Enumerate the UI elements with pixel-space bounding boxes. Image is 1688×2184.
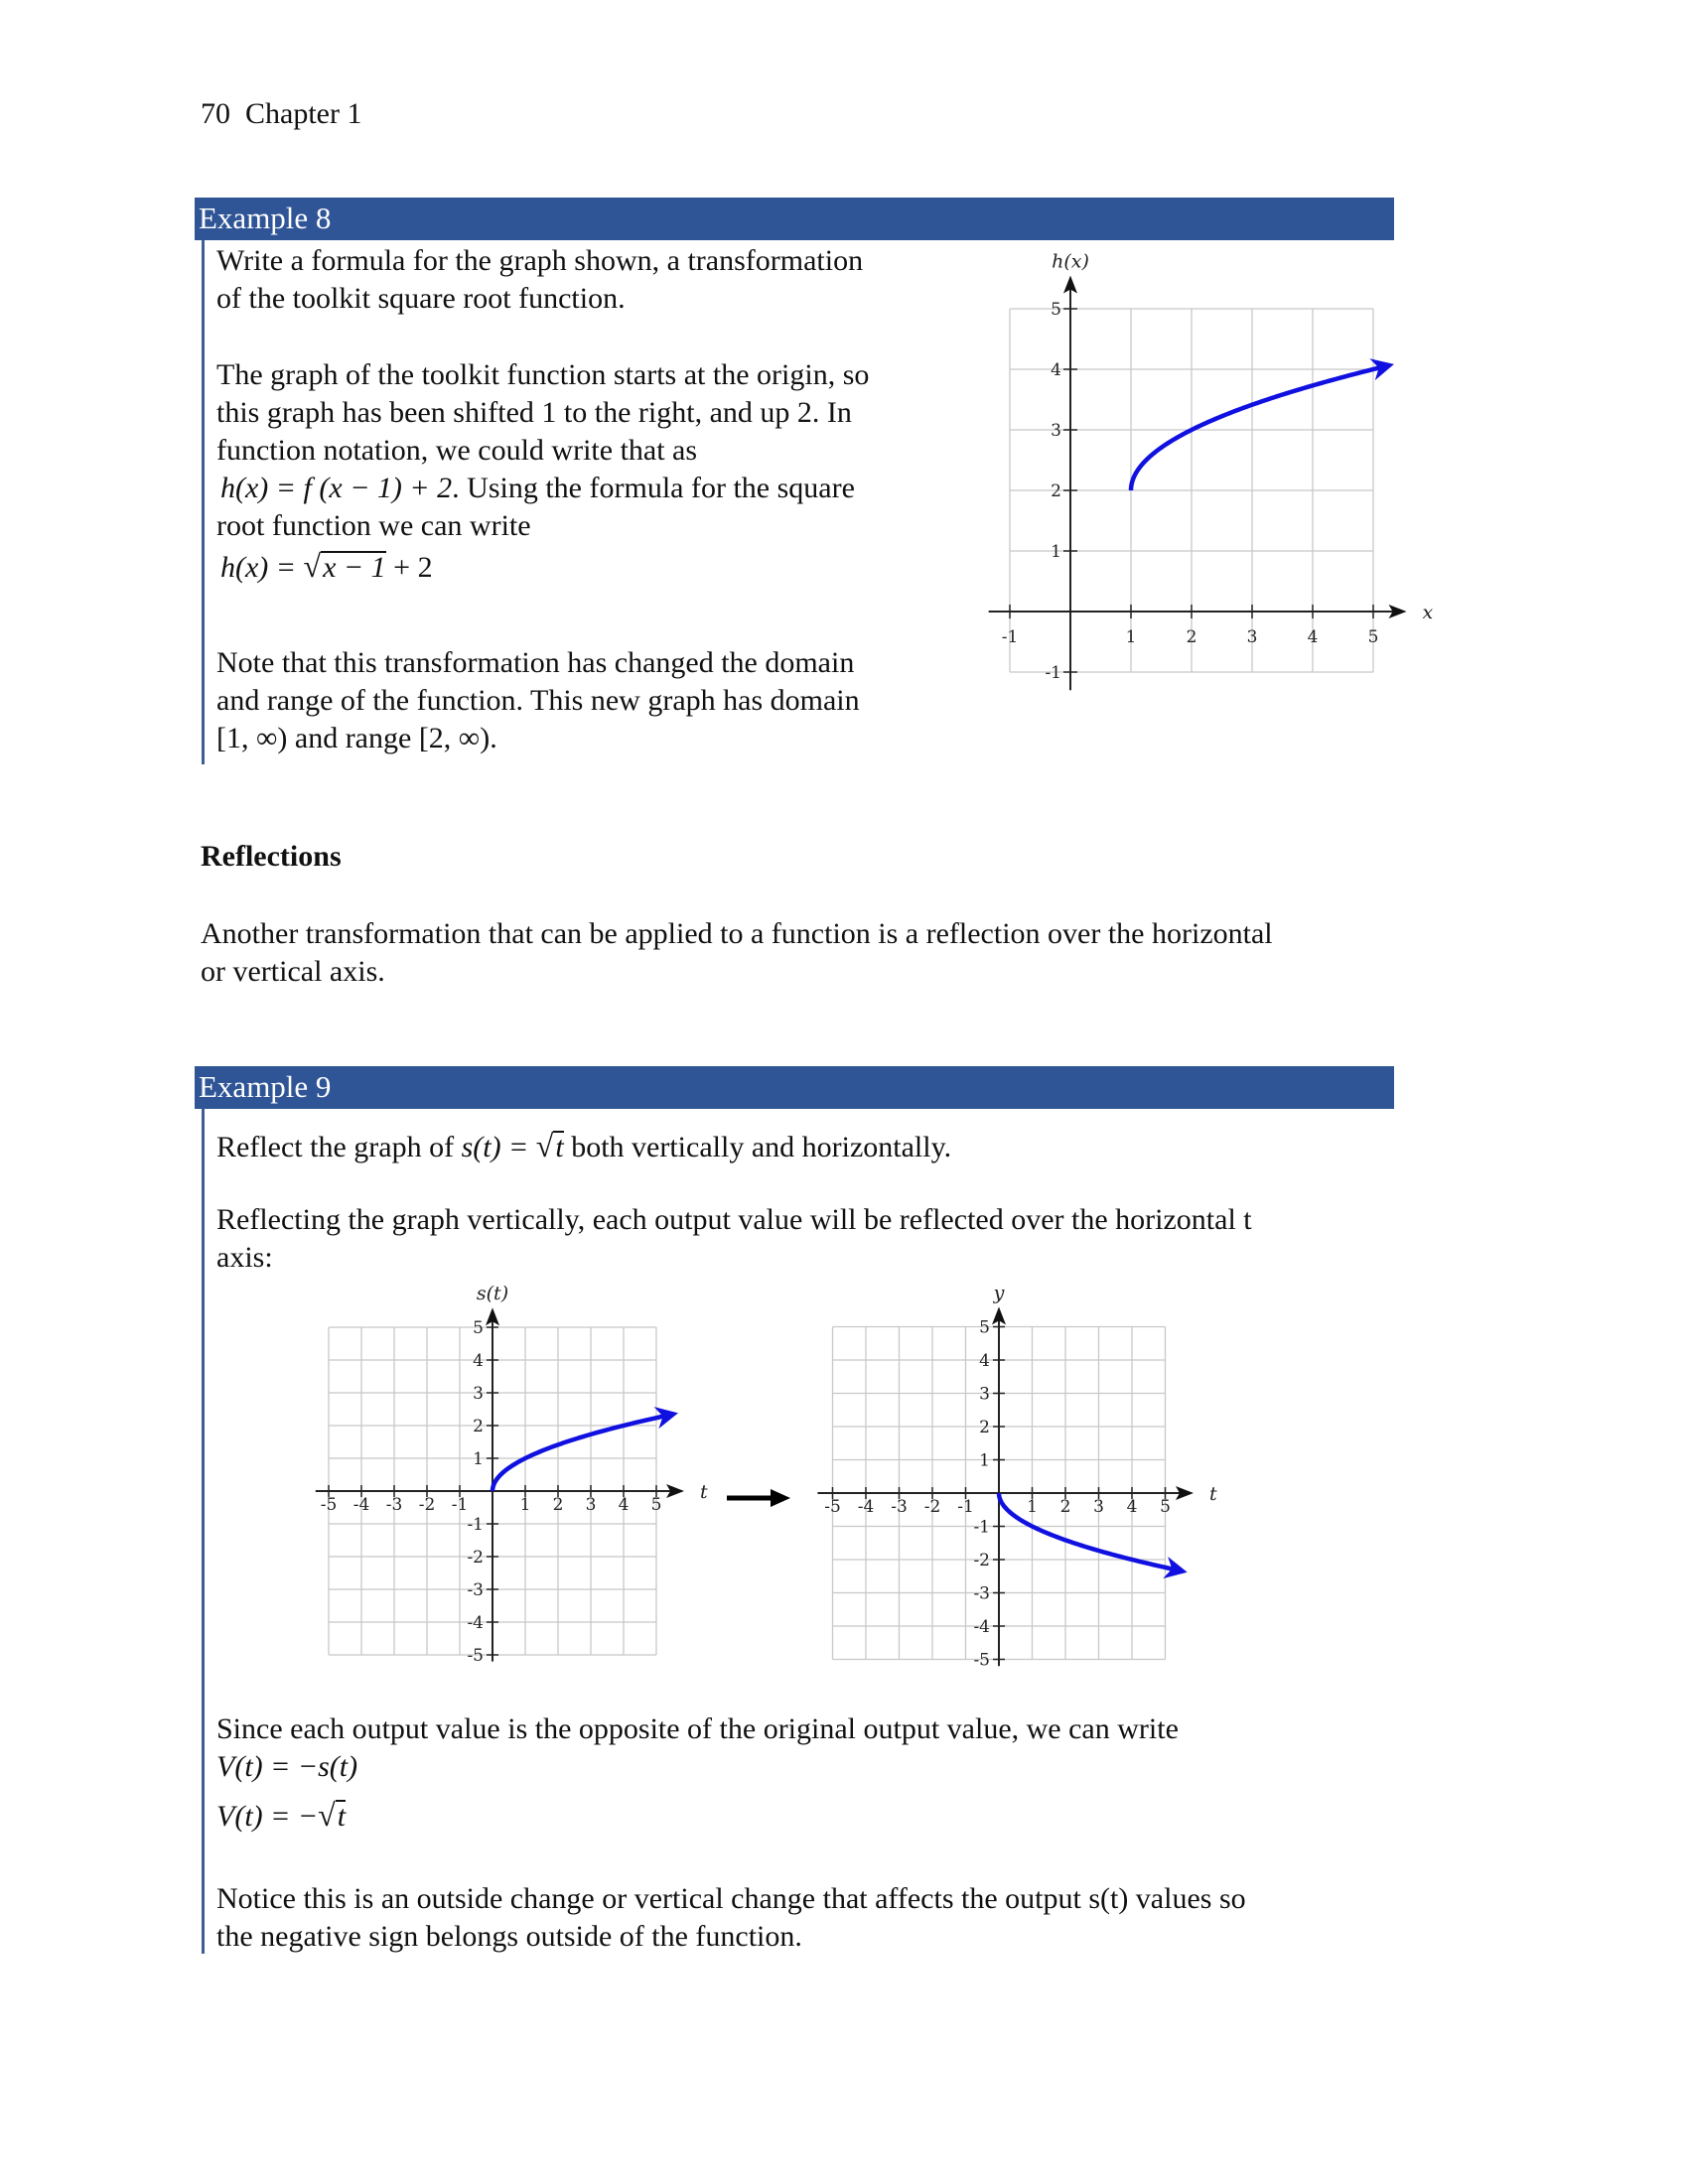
y-tick-label: 3	[979, 1384, 990, 1405]
y-tick-label: 2	[1051, 481, 1061, 501]
x-axis-label: x	[1422, 602, 1434, 623]
chapter-label: Chapter 1	[245, 97, 362, 130]
radical-sign: √	[535, 1128, 554, 1163]
y-tick-label: 1	[979, 1450, 990, 1471]
domain-interval: [1, ∞)	[216, 722, 288, 754]
prompt-text: Reflect the graph of	[216, 1131, 462, 1163]
x-tick-label: 4	[1126, 1497, 1138, 1517]
prompt-function: s(t) =	[461, 1131, 536, 1163]
section-heading: Reflections	[201, 840, 342, 873]
range-interval: [2, ∞)	[418, 722, 491, 754]
radicand: t	[337, 1800, 347, 1833]
x-tick-label: 2	[1059, 1497, 1071, 1517]
note-connector: and range	[287, 722, 419, 754]
function-curve	[492, 1415, 669, 1491]
y-tick-label: -1	[1045, 663, 1061, 683]
radicand: t	[555, 1131, 564, 1163]
equation-rhs: f (x − 1) + 2	[303, 472, 453, 504]
x-tick-label: -1	[957, 1497, 974, 1517]
x-tick-label: -1	[1001, 627, 1019, 647]
reflect-line: axis:	[216, 1241, 273, 1274]
y-tick-label: 2	[473, 1417, 484, 1436]
y-tick-label: -1	[467, 1515, 484, 1535]
paragraph-line: or vertical axis.	[201, 955, 385, 988]
v-graph	[817, 1282, 1217, 1670]
x-tick-label: 5	[650, 1495, 662, 1515]
x-tick-label: 4	[1307, 627, 1319, 647]
note-line: and range of the function. This new graph has domain	[216, 684, 860, 717]
radicand: x − 1	[323, 551, 386, 584]
h-graph	[989, 250, 1434, 690]
x-tick-label: -4	[857, 1497, 875, 1517]
x-tick-label: 3	[1246, 627, 1258, 647]
x-tick-label: -2	[418, 1495, 436, 1515]
y-tick-label: 3	[1051, 421, 1061, 441]
example-9-title: Example 9	[199, 1069, 332, 1104]
y-axis-label: y	[993, 1282, 1005, 1304]
example-8-title: Example 8	[199, 201, 332, 235]
y-tick-label: 5	[979, 1317, 990, 1338]
y-tick-label: 4	[979, 1351, 990, 1371]
y-tick-label: 5	[1051, 300, 1061, 320]
y-tick-label: -5	[467, 1646, 484, 1666]
y-tick-label: -5	[973, 1650, 990, 1671]
x-tick-label: 3	[585, 1495, 597, 1515]
equation-lhs: h(x) =	[220, 472, 304, 504]
x-tick-label: 1	[519, 1495, 531, 1515]
x-tick-label: 5	[1367, 627, 1379, 647]
y-tick-label: -2	[973, 1551, 990, 1570]
page-number: 70	[201, 97, 230, 130]
x-tick-label: -2	[923, 1497, 941, 1517]
s-graph	[316, 1283, 708, 1666]
notice-line: Notice this is an outside change or vertical change that affects the output s(t) values so	[216, 1882, 1246, 1915]
note-line: Note that this transformation has changed the domain	[216, 646, 855, 679]
explanation-line: function notation, we could write that as	[216, 434, 698, 467]
explanation-line: this graph has been shifted 1 to the right, and up 2. In	[216, 396, 852, 429]
x-tick-label: 1	[1027, 1497, 1038, 1517]
x-axis-label: t	[1208, 1483, 1217, 1505]
y-tick-label: 1	[1051, 542, 1061, 562]
y-tick-label: 5	[473, 1318, 484, 1338]
x-tick-label: -5	[320, 1495, 338, 1515]
equation-tail: . Using the formula for the square	[452, 472, 855, 504]
y-axis-label: s(t)	[476, 1283, 509, 1305]
x-tick-label: -5	[824, 1497, 841, 1517]
paragraph-line: Another transformation that can be applied to a function is a reflection over the horizontal	[201, 917, 1273, 950]
equation-text: V(t) = −s(t)	[216, 1750, 358, 1783]
y-tick-label: 1	[473, 1449, 484, 1469]
y-tick-label: -4	[467, 1613, 484, 1633]
explanation-line: root function we can write	[216, 509, 531, 542]
x-tick-label: -4	[352, 1495, 370, 1515]
y-tick-label: -3	[973, 1583, 990, 1604]
reflect-line: Reflecting the graph vertically, each output value will be reflected over the horizontal t	[216, 1203, 1252, 1236]
explanation-line: The graph of the toolkit function starts at the origin, so	[216, 358, 870, 391]
prompt-line: Write a formula for the graph shown, a transformation	[216, 244, 864, 277]
y-tick-label: 4	[473, 1351, 484, 1371]
y-tick-label: -2	[467, 1548, 484, 1568]
y-axis-label: h(x)	[1052, 250, 1089, 273]
x-tick-label: 3	[1093, 1497, 1104, 1517]
x-tick-label: -3	[891, 1497, 908, 1517]
y-tick-label: 2	[979, 1418, 990, 1437]
x-tick-label: 2	[1186, 627, 1197, 647]
x-tick-label: 4	[618, 1495, 630, 1515]
y-tick-label: 4	[1051, 360, 1061, 380]
radical-sign: √	[303, 548, 322, 584]
radical-sign: √	[318, 1797, 336, 1833]
x-tick-label: -1	[451, 1495, 469, 1515]
x-tick-label: 2	[552, 1495, 564, 1515]
prompt-text: both vertically and horizontally.	[563, 1131, 952, 1163]
equation-tail: + 2	[385, 551, 433, 584]
y-tick-label: -1	[973, 1517, 990, 1538]
x-tick-label: 5	[1160, 1497, 1171, 1517]
notice-line: the negative sign belongs outside of the function.	[216, 1920, 802, 1953]
x-axis-label: t	[700, 1481, 708, 1503]
y-tick-label: -3	[467, 1580, 484, 1600]
x-tick-label: 1	[1125, 627, 1137, 647]
note-end: .	[490, 722, 497, 754]
y-tick-label: 3	[473, 1384, 484, 1404]
transform-arrow-icon	[727, 1489, 790, 1507]
function-curve	[1131, 366, 1385, 490]
x-tick-label: -3	[385, 1495, 403, 1515]
prompt-line: of the toolkit square root function.	[216, 282, 626, 315]
equation-lhs: h(x) =	[220, 551, 304, 584]
y-tick-label: -4	[973, 1617, 990, 1637]
since-line: Since each output value is the opposite of the original output value, we can write	[216, 1712, 1179, 1745]
equation-text: V(t) = −	[216, 1800, 319, 1833]
